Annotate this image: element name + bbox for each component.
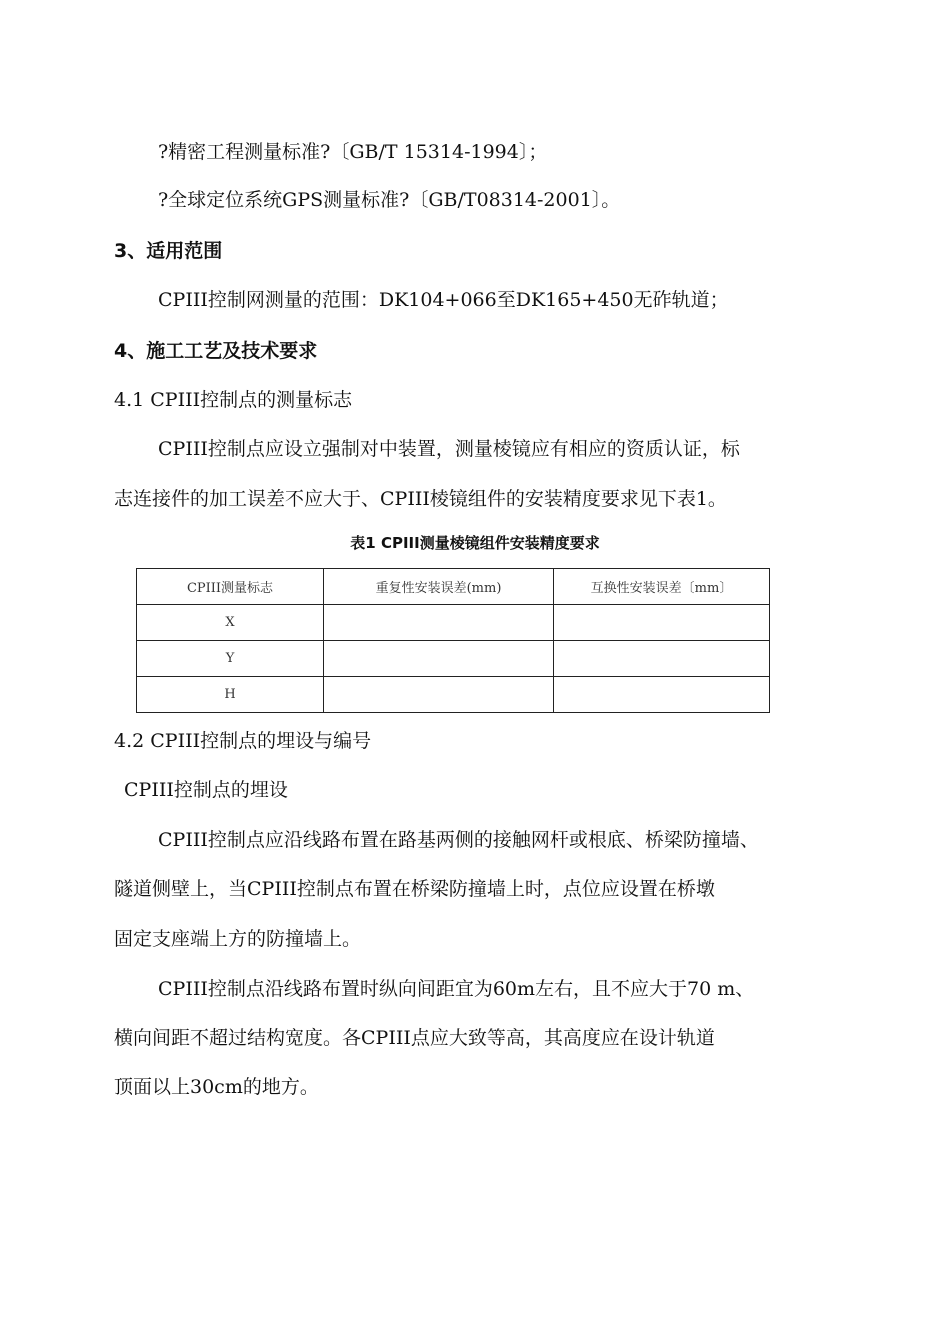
table-cell: H: [137, 677, 324, 713]
table-row: [137, 641, 770, 677]
subsection-4-2-heading: 4.2 CPIII控制点的埋设与编号: [114, 730, 372, 752]
table-cell: Y: [137, 641, 324, 677]
table-cell: [324, 605, 554, 641]
table-header-cell: CPIII测量标志: [137, 569, 324, 605]
section-4-heading: 4、施工工艺及技术要求: [114, 340, 318, 362]
table-row: [137, 605, 770, 641]
paragraph-4-2-line-2: 隧道侧壁上，当CPIII控制点布置在桥梁防撞墙上时，点位应设置在桥墩: [114, 878, 715, 900]
table-header-cell: 重复性安装误差(mm): [324, 569, 554, 605]
table-cell: [554, 605, 770, 641]
table-cell: [324, 677, 554, 713]
paragraph-4-1-line-2: 志连接件的加工误差不应大于、CPIII棱镜组件的安装精度要求见下表1。: [114, 488, 727, 510]
reference-line-1: ?精密工程测量标准?〔GB/T 15314-1994〕；: [158, 141, 548, 163]
paragraph-4-1-line-1: CPIII控制点应设立强制对中装置，测量棱镜应有相应的资质认证，标: [158, 438, 740, 460]
paragraph-4-2b-line-2: 横向间距不超过结构宽度。各CPIII点应大致等高，其高度应在设计轨道: [114, 1027, 715, 1049]
table-cell: [554, 641, 770, 677]
table-row: [137, 677, 770, 713]
section-3-heading: 3、适用范围: [114, 240, 223, 262]
paragraph-4-2b-line-3: 顶面以上30cm的地方。: [114, 1076, 319, 1098]
paragraph-4-2b-line-1: CPIII控制点沿线路布置时纵向间距宜为60m左右，且不应大于70 m、: [158, 978, 755, 1000]
subsection-4-1-heading: 4.1 CPIII控制点的测量标志: [114, 389, 353, 411]
table-caption: 表1 CPIII测量棱镜组件安装精度要求: [350, 534, 600, 552]
table-header-row: [137, 569, 770, 605]
precision-table: [136, 568, 770, 713]
paragraph-4-2-line-3: 固定支座端上方的防撞墙上。: [114, 928, 362, 950]
table-cell: [554, 677, 770, 713]
table-cell: [324, 641, 554, 677]
reference-line-2: ?全球定位系统GPS测量标准?〔GB/T08314-2001〕。: [158, 189, 621, 211]
paragraph-4-2-line-1: CPIII控制点应沿线路布置在路基两侧的接触网杆或根底、桥梁防撞墙、: [158, 829, 759, 851]
subsubsection-heading: CPIII控制点的埋设: [124, 779, 288, 801]
table-cell: X: [137, 605, 324, 641]
section-3-body: CPIII控制网测量的范围：DK104+066至DK165+450无砟轨道；: [158, 289, 729, 311]
table-header-cell: 互换性安装误差〔mm〕: [554, 569, 770, 605]
